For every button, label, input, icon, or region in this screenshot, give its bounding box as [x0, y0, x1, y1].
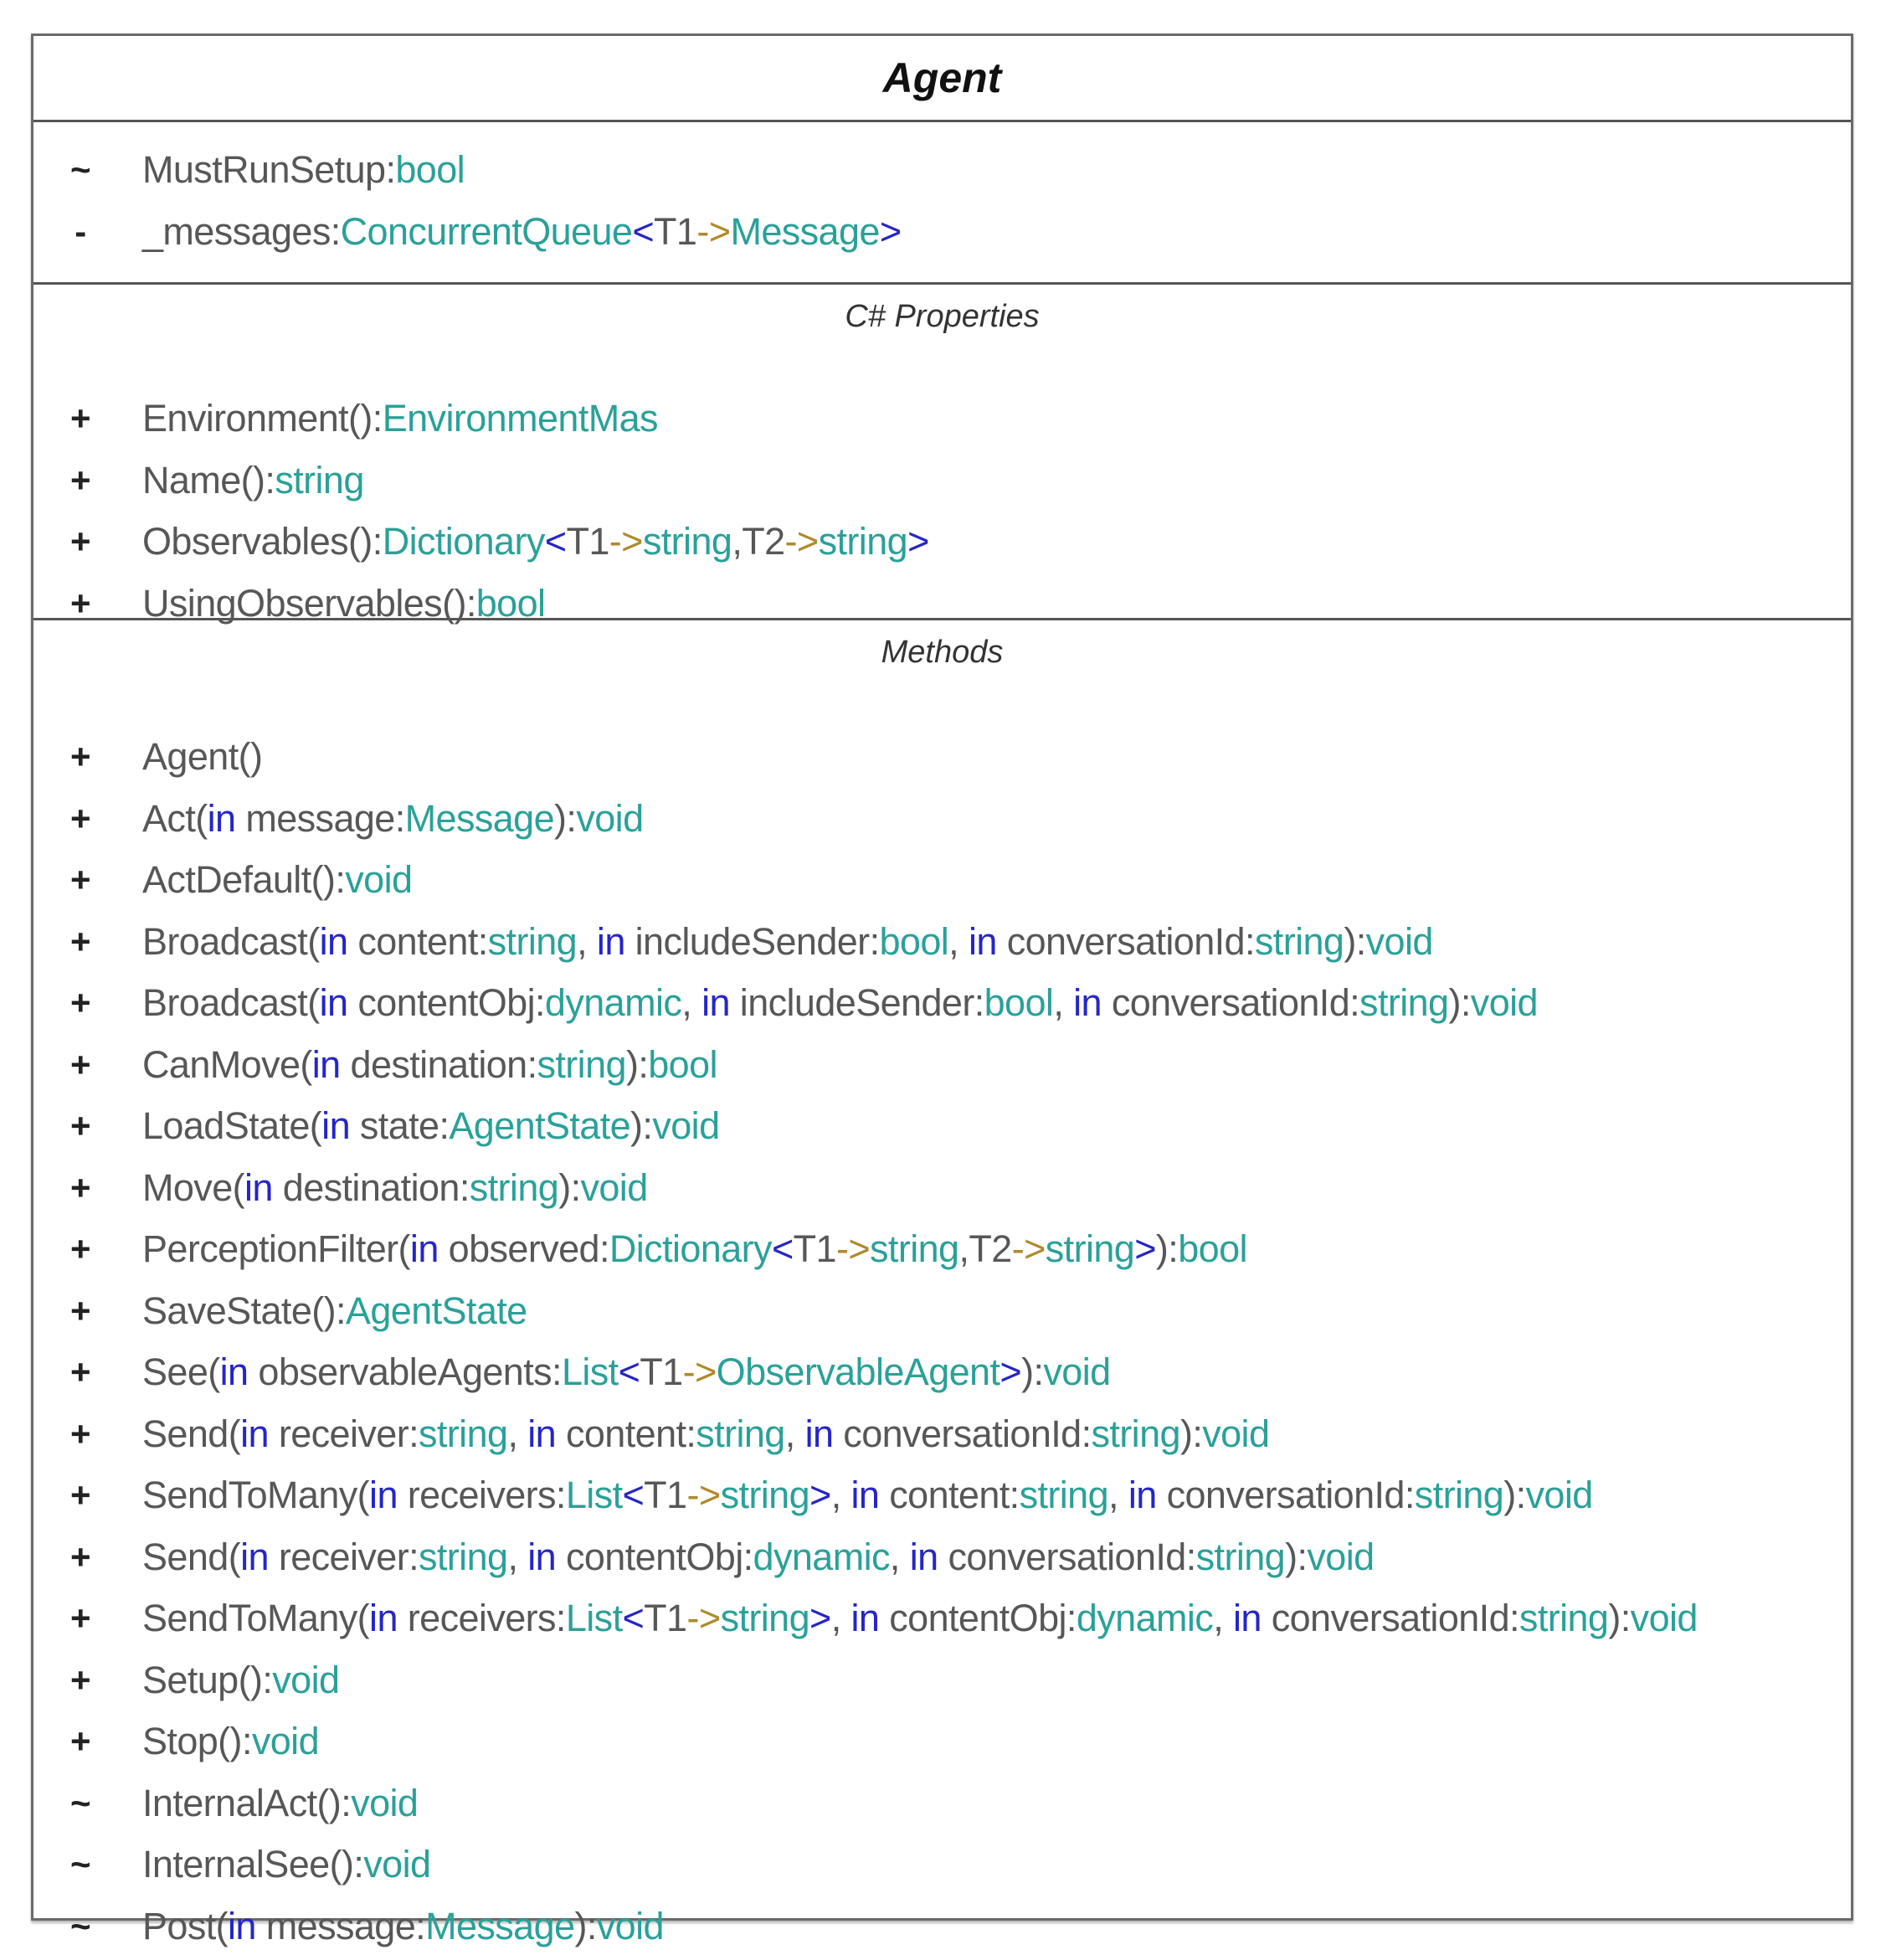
member-signature [142, 1835, 430, 1894]
member-text: , [830, 1474, 851, 1516]
method-row [33, 913, 1851, 971]
member-text: , [1053, 981, 1074, 1024]
member-text: content: [347, 919, 488, 963]
visibility-marker: ~ [70, 1906, 90, 1946]
member-text: ): [630, 1104, 653, 1147]
param-direction-keyword: in [804, 1412, 834, 1455]
visibility-marker: ~ [70, 150, 90, 189]
member-text: SendToMany( [142, 1474, 370, 1516]
visibility-marker: + [70, 522, 90, 561]
param-direction-keyword: in [219, 1350, 249, 1393]
visibility-marker: + [70, 460, 90, 500]
member-text: ): [1608, 1597, 1631, 1639]
param-direction-keyword: in [850, 1474, 880, 1516]
type-arrow: -> [682, 1350, 717, 1393]
visibility-marker: + [70, 1536, 90, 1577]
type-name: bool [395, 148, 465, 191]
member-text: conversationId: [1101, 981, 1360, 1024]
member-text: ): [1155, 1227, 1179, 1270]
member-text: receivers: [397, 1474, 566, 1516]
type-arrow: -> [1011, 1227, 1046, 1270]
member-text: ,T2 [732, 520, 785, 563]
member-text: state: [350, 1104, 450, 1147]
type-name: string [1414, 1474, 1504, 1516]
type-name: void [351, 1781, 419, 1824]
member-signature [142, 1159, 648, 1217]
visibility-marker: + [70, 798, 90, 838]
type-name: List [565, 1597, 623, 1639]
member-signature [142, 451, 364, 510]
visibility-marker: + [70, 1598, 90, 1638]
type-name: string [275, 458, 364, 502]
visibility-marker: - [75, 212, 86, 251]
visibility-marker: + [70, 1167, 90, 1207]
visibility-marker: + [70, 860, 90, 899]
param-direction-keyword: in [228, 1904, 256, 1947]
member-text: , [830, 1597, 851, 1639]
member-signature [142, 203, 902, 261]
visibility-marker: + [70, 399, 90, 438]
member-text: message: [235, 796, 405, 840]
param-direction-keyword: in [1073, 981, 1102, 1024]
member-text: ActDefault(): [142, 858, 346, 901]
type-name: AgentState [345, 1289, 527, 1332]
member-signature [142, 1097, 720, 1155]
member-text: _messages: [142, 210, 341, 253]
type-name: dynamic [753, 1535, 890, 1578]
type-name: string [1091, 1412, 1180, 1455]
type-name: Dictionary [382, 520, 545, 563]
type-name: string [469, 1165, 559, 1209]
member-text: ): [1344, 919, 1366, 963]
member-signature [142, 1712, 319, 1771]
type-name: string [1359, 981, 1449, 1024]
member-text: includeSender: [729, 981, 984, 1024]
type-name: void [576, 796, 644, 840]
member-text: Environment(): [142, 397, 383, 440]
properties-heading: C# Properties [845, 299, 1040, 334]
type-name: void [1525, 1474, 1593, 1516]
visibility-marker: + [70, 921, 90, 961]
type-name: void [1043, 1350, 1111, 1393]
member-text: destination: [272, 1165, 470, 1209]
member-text: contentObj: [347, 981, 545, 1024]
member-signature [142, 728, 262, 786]
type-arrow: -> [609, 520, 643, 563]
member-text: ): [1503, 1474, 1526, 1516]
member-signature [142, 1466, 1593, 1525]
type-arrow: -> [696, 210, 731, 253]
type-name: string [1045, 1227, 1135, 1270]
type-name: string [537, 1042, 626, 1086]
member-text: Stop(): [142, 1720, 252, 1762]
member-text: observableAgents: [248, 1350, 562, 1393]
type-name: AgentState [449, 1104, 631, 1147]
type-name: void [1630, 1597, 1698, 1639]
member-text: , [1213, 1597, 1233, 1639]
param-direction-keyword: in [596, 919, 625, 963]
member-text: ,T2 [958, 1227, 1012, 1270]
attributes-compartment [33, 120, 1851, 285]
generic-bracket: < [618, 1350, 640, 1393]
type-name: void [345, 858, 413, 901]
member-text: ): [574, 1904, 597, 1947]
member-text: Agent() [142, 735, 263, 778]
visibility-marker: + [70, 583, 90, 623]
member-text: content: [556, 1412, 696, 1455]
member-text: T1 [644, 1597, 687, 1639]
member-text: PerceptionFilter( [142, 1227, 410, 1270]
type-name: string [818, 520, 908, 563]
visibility-marker: + [70, 1229, 90, 1268]
member-text: receivers: [397, 1597, 566, 1639]
visibility-marker: ~ [70, 1844, 90, 1884]
method-row [33, 1220, 1851, 1278]
param-direction-keyword: in [1233, 1597, 1262, 1639]
type-name: string [1254, 919, 1344, 963]
attribute-row [33, 203, 1851, 261]
member-text: , [507, 1412, 528, 1455]
method-row [33, 1343, 1851, 1402]
member-text: , [507, 1535, 528, 1578]
member-text: ): [625, 1042, 649, 1086]
property-row [33, 451, 1851, 510]
param-direction-keyword: in [909, 1535, 938, 1578]
uml-class-agent [31, 33, 1853, 1947]
type-name: void [580, 1165, 648, 1209]
member-text: , [577, 919, 597, 963]
member-text: ): [1179, 1412, 1203, 1455]
member-text: , [784, 1412, 805, 1455]
member-text: conversationId: [996, 919, 1255, 963]
type-name: Message [425, 1904, 575, 1947]
member-text: content: [879, 1474, 1020, 1516]
member-text: Act( [142, 796, 208, 840]
type-name: void [652, 1104, 720, 1147]
method-row [33, 1712, 1851, 1771]
type-name: dynamic [544, 981, 682, 1024]
param-direction-keyword: in [369, 1474, 398, 1516]
param-direction-keyword: in [321, 1104, 350, 1147]
visibility-marker: + [70, 1413, 90, 1453]
member-text: Name(): [142, 458, 275, 502]
param-direction-keyword: in [1128, 1474, 1157, 1516]
type-name: void [1365, 919, 1433, 963]
method-row [33, 1835, 1851, 1894]
member-signature [142, 1343, 1111, 1402]
member-text: , [1108, 1474, 1128, 1516]
type-name: string [720, 1474, 810, 1516]
member-text: conversationId: [1156, 1474, 1415, 1516]
member-signature [142, 1589, 1698, 1648]
visibility-marker: + [70, 1290, 90, 1330]
type-arrow: -> [686, 1474, 721, 1516]
generic-bracket: > [907, 520, 929, 563]
method-row [33, 1897, 1851, 1956]
member-text: , [889, 1535, 910, 1578]
type-name: void [1470, 981, 1538, 1024]
member-signature [142, 1897, 664, 1956]
type-arrow: -> [686, 1597, 721, 1639]
type-name: void [1307, 1535, 1375, 1578]
member-text: See( [142, 1350, 220, 1393]
methods-compartment [33, 618, 1851, 1947]
type-name: bool [879, 919, 949, 963]
visibility-marker: + [70, 737, 90, 776]
member-signature [142, 1528, 1375, 1587]
type-name: bool [475, 581, 546, 625]
type-name: List [565, 1474, 623, 1516]
member-text: , [948, 919, 969, 963]
generic-bracket: < [544, 520, 567, 563]
method-row [33, 1036, 1851, 1094]
type-name: string [418, 1412, 508, 1455]
member-signature [142, 1651, 339, 1710]
methods-heading: Methods [881, 635, 1004, 670]
property-row [33, 389, 1851, 448]
type-name: string [1195, 1535, 1286, 1578]
class-header [33, 36, 1851, 122]
method-row [33, 1159, 1851, 1217]
param-direction-keyword: in [850, 1597, 880, 1639]
member-text: Broadcast( [142, 981, 320, 1024]
param-direction-keyword: in [319, 919, 348, 963]
visibility-marker: + [70, 1352, 90, 1392]
member-signature [142, 851, 412, 909]
param-direction-keyword: in [701, 981, 730, 1024]
visibility-marker: + [70, 1475, 90, 1515]
method-row [33, 1651, 1851, 1710]
member-text: Move( [142, 1165, 245, 1209]
generic-bracket: < [632, 210, 655, 253]
param-direction-keyword: in [311, 1042, 341, 1086]
method-row [33, 1405, 1851, 1464]
type-name: bool [984, 981, 1054, 1024]
member-text: ): [554, 796, 577, 840]
param-direction-keyword: in [968, 919, 997, 963]
method-row [33, 1466, 1851, 1525]
member-text: observed: [438, 1227, 609, 1270]
member-signature [142, 141, 465, 199]
method-row [33, 728, 1851, 786]
type-name: Message [404, 796, 555, 840]
method-row [33, 1097, 1851, 1155]
generic-bracket: > [809, 1474, 831, 1516]
member-text: InternalAct(): [142, 1781, 352, 1824]
member-signature [142, 1282, 527, 1340]
member-text: T1 [644, 1474, 687, 1516]
member-signature [142, 790, 644, 848]
type-name: ConcurrentQueue [340, 210, 633, 253]
member-text: T1 [793, 1227, 836, 1270]
member-text: ): [1021, 1350, 1044, 1393]
generic-bracket: < [771, 1227, 794, 1270]
param-direction-keyword: in [207, 796, 236, 840]
type-name: List [561, 1350, 619, 1393]
member-text: ): [1285, 1535, 1308, 1578]
visibility-marker: + [70, 1659, 90, 1700]
member-signature [142, 974, 1538, 1032]
type-name: EnvironmentMas [382, 397, 658, 440]
param-direction-keyword: in [240, 1535, 269, 1578]
type-name: string [487, 919, 578, 963]
type-name: string [418, 1535, 508, 1578]
properties-compartment [33, 282, 1851, 625]
member-text: T1 [640, 1350, 683, 1393]
member-text: includeSender: [624, 919, 880, 963]
member-text: , [681, 981, 702, 1024]
member-text: receiver: [268, 1535, 419, 1578]
type-name: void [272, 1658, 340, 1701]
member-text: Post( [142, 1904, 229, 1947]
param-direction-keyword: in [369, 1597, 398, 1639]
method-row [33, 790, 1851, 848]
type-name: string [720, 1597, 810, 1639]
member-text: contentObj: [879, 1597, 1077, 1639]
member-text: receiver: [268, 1412, 419, 1455]
type-name: bool [648, 1042, 717, 1086]
method-row [33, 851, 1851, 909]
type-name: void [363, 1843, 431, 1885]
member-text: conversationId: [1261, 1597, 1519, 1639]
type-name: bool [1178, 1227, 1247, 1270]
visibility-marker: + [70, 1044, 90, 1084]
attribute-row [33, 141, 1851, 199]
type-name: string [870, 1227, 959, 1270]
param-direction-keyword: in [527, 1412, 557, 1455]
type-name: string [696, 1412, 785, 1455]
visibility-marker: + [70, 1721, 90, 1761]
method-row [33, 1282, 1851, 1340]
member-signature [142, 1405, 1269, 1464]
method-row [33, 1589, 1851, 1648]
type-name: ObservableAgent [716, 1350, 1000, 1393]
type-name: string [1519, 1597, 1609, 1639]
member-text: destination: [340, 1042, 537, 1086]
param-direction-keyword: in [319, 981, 348, 1024]
type-name: dynamic [1076, 1597, 1214, 1639]
member-text: Send( [142, 1412, 241, 1455]
generic-bracket: > [879, 210, 902, 253]
member-signature [142, 512, 929, 571]
member-signature [142, 389, 658, 448]
generic-bracket: > [1000, 1350, 1022, 1393]
param-direction-keyword: in [527, 1535, 557, 1578]
type-name: void [251, 1720, 320, 1762]
member-text: ): [1448, 981, 1471, 1024]
class-name: Agent [882, 54, 1002, 101]
member-text: Setup(): [142, 1658, 273, 1701]
member-text: conversationId: [938, 1535, 1196, 1578]
type-name: Dictionary [609, 1227, 772, 1270]
member-text: SendToMany( [142, 1597, 370, 1639]
member-text: CanMove( [142, 1042, 312, 1086]
method-row [33, 1774, 1851, 1833]
param-direction-keyword: in [409, 1227, 439, 1270]
member-text: InternalSee(): [142, 1843, 364, 1885]
type-name: void [1202, 1412, 1270, 1455]
generic-bracket: < [622, 1474, 645, 1516]
member-text: message: [255, 1904, 426, 1947]
member-signature [142, 1036, 717, 1094]
type-name: string [642, 520, 732, 563]
generic-bracket: > [809, 1597, 831, 1639]
member-text: LoadState( [142, 1104, 322, 1147]
generic-bracket: > [1134, 1227, 1156, 1270]
param-direction-keyword: in [240, 1412, 269, 1455]
visibility-marker: + [70, 1106, 90, 1145]
property-row [33, 512, 1851, 571]
member-signature [142, 913, 1433, 971]
param-direction-keyword: in [244, 1165, 273, 1209]
type-name: string [1019, 1474, 1109, 1516]
member-text: Broadcast( [142, 919, 320, 963]
type-name: Message [730, 210, 880, 253]
member-text: conversationId: [833, 1412, 1092, 1455]
visibility-marker: ~ [70, 1783, 90, 1823]
member-text: UsingObservables(): [142, 581, 476, 625]
member-text: ): [558, 1165, 581, 1209]
type-arrow: -> [784, 520, 819, 563]
member-text: MustRunSetup: [142, 148, 396, 191]
member-text: T1 [654, 210, 697, 253]
member-text: contentObj: [556, 1535, 753, 1578]
member-signature [142, 1774, 418, 1833]
generic-bracket: < [622, 1597, 645, 1639]
type-name: void [596, 1904, 664, 1947]
member-text: Observables(): [142, 520, 383, 563]
member-signature [142, 1220, 1247, 1278]
method-row [33, 974, 1851, 1032]
type-arrow: -> [835, 1227, 871, 1270]
member-text: Send( [142, 1535, 241, 1578]
member-text: SaveState(): [142, 1289, 346, 1332]
member-text: T1 [566, 520, 609, 563]
visibility-marker: + [70, 983, 90, 1022]
method-row [33, 1528, 1851, 1587]
